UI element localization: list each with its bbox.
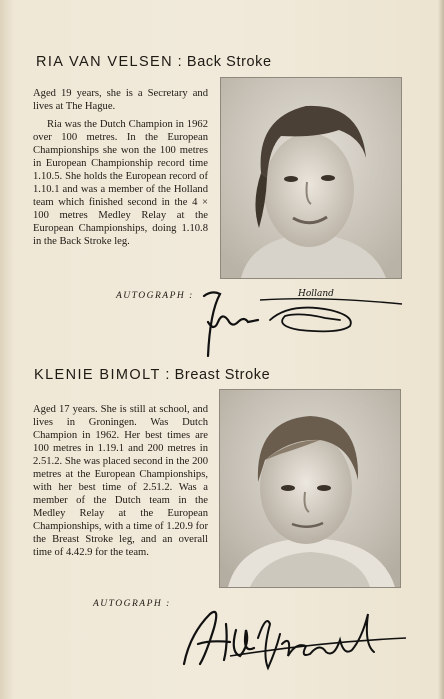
- bio-paragraph: Ria was the Dutch Champion in 1962 over 100 metres. In the European Championships she won the 100 metres in European Championship record time 1.10.5. She holds the European record of 1.10.1 and was a member of the Holland team which finished second in the 4 × 100 metres Medley Relay at the European Championships, doing 1.10.8 in the Back Stroke leg.: [33, 119, 208, 247]
- heading-separator: :: [177, 54, 183, 70]
- autograph-signature: [190, 282, 410, 362]
- athlete-photo: [220, 77, 402, 279]
- athlete-event: Back Stroke: [186, 54, 272, 70]
- heading-separator: :: [165, 367, 170, 383]
- bio-paragraph: Aged 19 years, she is a Secretary and lives at The Hague.: [33, 88, 208, 112]
- bio-paragraph: Aged 17 years. She is still at school, and lives in Groningen. Was Dutch Champion in 1962. Her best times are 100 metres in 1.19.1 and 200 metres in 2.51.2. She was placed second in the 200 metres at the European Championships, with her best time of 2.51.2. Was a member of the Dutch team in the Medley Relay at the European Championships, with a time of 1.20.9 for the Breast Stroke leg, and an overall time of 4.42.9 for the team.: [33, 404, 208, 558]
- portrait-image: [220, 390, 400, 587]
- athlete-name: KLENIE BIMOLT: [34, 367, 161, 383]
- athlete-heading: [34, 367, 270, 383]
- portrait-image: [221, 78, 401, 278]
- autograph-label: AUTOGRAPH :: [93, 599, 171, 609]
- athlete-name: RIA VAN VELSEN: [36, 54, 173, 70]
- autograph-label: AUTOGRAPH :: [116, 291, 194, 301]
- athlete-heading: [36, 54, 272, 70]
- athlete-bio: [33, 403, 208, 564]
- autograph-signature: [170, 594, 410, 678]
- athlete-event: Breast Stroke: [174, 367, 271, 383]
- athlete-photo: [219, 389, 401, 588]
- athlete-bio: [33, 87, 208, 253]
- signature-note: Holland: [298, 289, 334, 299]
